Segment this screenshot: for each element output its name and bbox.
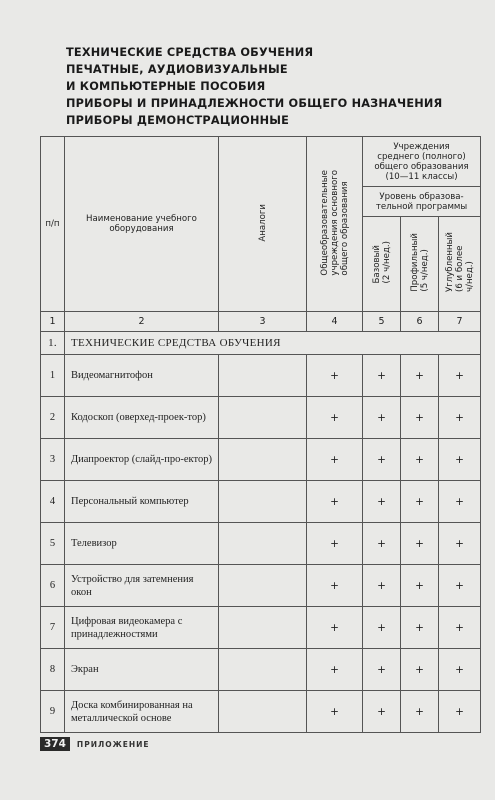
profile-level-mark: + <box>401 439 439 481</box>
header-secondary <box>363 137 481 187</box>
header-analogs <box>219 137 307 312</box>
advanced-level-mark: + <box>439 565 481 607</box>
advanced-level-mark: + <box>439 607 481 649</box>
header-name <box>65 137 219 312</box>
advanced-level-mark: + <box>439 649 481 691</box>
table-row <box>41 439 481 481</box>
column-number: 4 <box>307 312 363 332</box>
equipment-name: Доска комбинированная на металлической основе <box>65 691 219 733</box>
table-row <box>41 397 481 439</box>
column-number: 2 <box>65 312 219 332</box>
profile-level-mark: + <box>401 565 439 607</box>
equipment-name: Кодоскоп (оверхед-проек-тор) <box>65 397 219 439</box>
profile-level-mark: + <box>401 607 439 649</box>
advanced-level-mark: + <box>439 355 481 397</box>
table-row <box>41 355 481 397</box>
general-school-mark: + <box>307 649 363 691</box>
general-school-mark: + <box>307 481 363 523</box>
table-row <box>41 481 481 523</box>
basic-level-mark: + <box>363 523 401 565</box>
row-number: 8 <box>41 649 65 691</box>
section-headings <box>66 44 446 129</box>
page-number: 374 <box>40 737 70 751</box>
heading-line: И КОМПЬЮТЕРНЫЕ ПОСОБИЯ <box>66 80 266 93</box>
analogs-cell <box>219 607 307 649</box>
equipment-name: Телевизор <box>65 523 219 565</box>
equipment-table <box>40 136 481 733</box>
header-name-text: Наименование учебного оборудования <box>86 214 197 234</box>
header-advanced-text: Углубленный (6 и более ч/нед.) <box>444 232 475 293</box>
general-school-mark: + <box>307 523 363 565</box>
row-number: 1 <box>41 355 65 397</box>
general-school-mark: + <box>307 355 363 397</box>
header-advanced <box>439 217 481 312</box>
heading-line: ПРИБОРЫ И ПРИНАДЛЕЖНОСТИ ОБЩЕГО НАЗНАЧЕНИЯ <box>66 97 443 110</box>
equipment-name: Диапроектор (слайд-про-ектор) <box>65 439 219 481</box>
header-general-text: Общеобразовательные учреждения основного общего образования <box>319 169 350 276</box>
profile-level-mark: + <box>401 649 439 691</box>
general-school-mark: + <box>307 397 363 439</box>
analogs-cell <box>219 355 307 397</box>
heading-line: ПЕЧАТНЫЕ, АУДИОВИЗУАЛЬНЫЕ <box>66 63 288 76</box>
equipment-name: Персональный компьютер <box>65 481 219 523</box>
analogs-cell <box>219 691 307 733</box>
basic-level-mark: + <box>363 607 401 649</box>
column-number: 1 <box>41 312 65 332</box>
general-school-mark: + <box>307 691 363 733</box>
header-analogs-text: Аналоги <box>257 203 268 242</box>
header-num: п/п <box>41 137 65 312</box>
header-secondary-text: Учреждения среднего (полного) общего образования (10—11 классы) <box>374 141 469 182</box>
general-school-mark: + <box>307 439 363 481</box>
section-title: ТЕХНИЧЕСКИЕ СРЕДСТВА ОБУЧЕНИЯ <box>65 332 481 355</box>
basic-level-mark: + <box>363 565 401 607</box>
column-number: 5 <box>363 312 401 332</box>
section-number: 1. <box>41 332 65 355</box>
table-row <box>41 565 481 607</box>
analogs-cell <box>219 649 307 691</box>
profile-level-mark: + <box>401 481 439 523</box>
table-row <box>41 691 481 733</box>
analogs-cell <box>219 481 307 523</box>
row-number: 9 <box>41 691 65 733</box>
analogs-cell <box>219 439 307 481</box>
profile-level-mark: + <box>401 397 439 439</box>
column-number: 7 <box>439 312 481 332</box>
row-number: 5 <box>41 523 65 565</box>
basic-level-mark: + <box>363 691 401 733</box>
profile-level-mark: + <box>401 691 439 733</box>
advanced-level-mark: + <box>439 397 481 439</box>
header-profile <box>401 217 439 312</box>
basic-level-mark: + <box>363 355 401 397</box>
header-level-text: Уровень образова-тельной программы <box>375 191 468 212</box>
page-footer <box>40 736 150 752</box>
profile-level-mark: + <box>401 355 439 397</box>
header-basic <box>363 217 401 312</box>
table-row <box>41 649 481 691</box>
column-number: 3 <box>219 312 307 332</box>
row-number: 6 <box>41 565 65 607</box>
table-header <box>41 137 481 312</box>
equipment-name: Устройство для затемнения окон <box>65 565 219 607</box>
table-row <box>41 523 481 565</box>
analogs-cell <box>219 565 307 607</box>
row-number: 7 <box>41 607 65 649</box>
equipment-name: Цифровая видеокамера с принадлежностями <box>65 607 219 649</box>
section-row <box>41 332 481 355</box>
advanced-level-mark: + <box>439 523 481 565</box>
table-body <box>41 355 481 733</box>
header-level <box>363 187 481 217</box>
basic-level-mark: + <box>363 649 401 691</box>
basic-level-mark: + <box>363 397 401 439</box>
general-school-mark: + <box>307 607 363 649</box>
advanced-level-mark: + <box>439 481 481 523</box>
equipment-name: Экран <box>65 649 219 691</box>
profile-level-mark: + <box>401 523 439 565</box>
advanced-level-mark: + <box>439 691 481 733</box>
running-title: ПРИЛОЖЕНИЕ <box>76 739 150 749</box>
analogs-cell <box>219 397 307 439</box>
header-profile-text: Профильный (5 ч/нед.) <box>409 233 430 292</box>
header-basic-text: Базовый (2 ч/нед.) <box>371 241 392 284</box>
column-number-row <box>41 312 481 332</box>
basic-level-mark: + <box>363 481 401 523</box>
header-general <box>307 137 363 312</box>
heading-line: ТЕХНИЧЕСКИЕ СРЕДСТВА ОБУЧЕНИЯ <box>66 46 314 59</box>
equipment-name: Видеомагнитофон <box>65 355 219 397</box>
analogs-cell <box>219 523 307 565</box>
table-row <box>41 607 481 649</box>
basic-level-mark: + <box>363 439 401 481</box>
heading-line: ПРИБОРЫ ДЕМОНСТРАЦИОННЫЕ <box>66 114 290 127</box>
row-number: 3 <box>41 439 65 481</box>
row-number: 4 <box>41 481 65 523</box>
row-number: 2 <box>41 397 65 439</box>
column-number: 6 <box>401 312 439 332</box>
general-school-mark: + <box>307 565 363 607</box>
advanced-level-mark: + <box>439 439 481 481</box>
